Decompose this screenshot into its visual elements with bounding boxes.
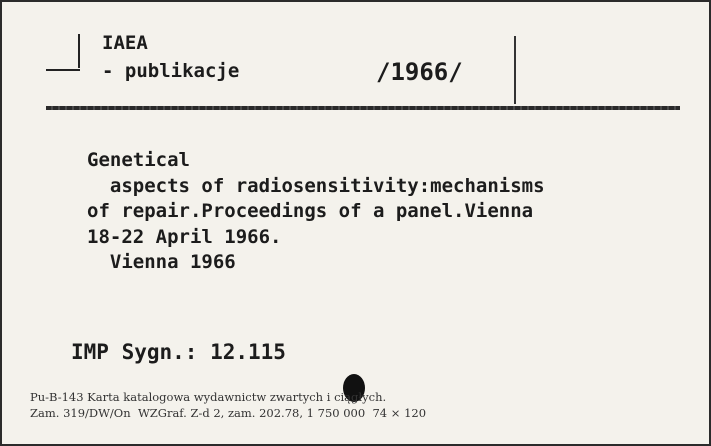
record-line: Vienna 1966 [87, 251, 236, 273]
corner-mark-horizontal [46, 69, 80, 71]
year-label: /1966/ [376, 58, 463, 86]
institution-label: IAEA [102, 32, 148, 54]
record-line: of repair.Proceedings of a panel.Vienna [87, 200, 534, 222]
call-number [71, 340, 286, 364]
section-label: - publikacje [102, 60, 240, 82]
footer-line: Pu-B-143 Karta katalogowa wydawnictw zwartych i ciągłych. [30, 390, 387, 404]
card-footer [30, 389, 426, 421]
header-divider [46, 106, 680, 110]
catalog-card [2, 2, 709, 444]
record-line: Genetical [87, 149, 190, 171]
corner-mark-vertical [78, 34, 80, 68]
header-vertical-rule [514, 36, 516, 104]
footer-line: Zam. 319/DW/On WZGraf. Z-d 2, zam. 202.78, 1 750 000 74 × 120 [30, 406, 427, 420]
call-number-label: IMP Sygn.: [71, 340, 198, 364]
record-line: aspects of radiosensitivity:mechanisms [87, 174, 545, 197]
record-line: 18-22 April 1966. [87, 225, 282, 248]
call-number-value: 12.115 [210, 340, 286, 364]
record-text [87, 148, 545, 276]
